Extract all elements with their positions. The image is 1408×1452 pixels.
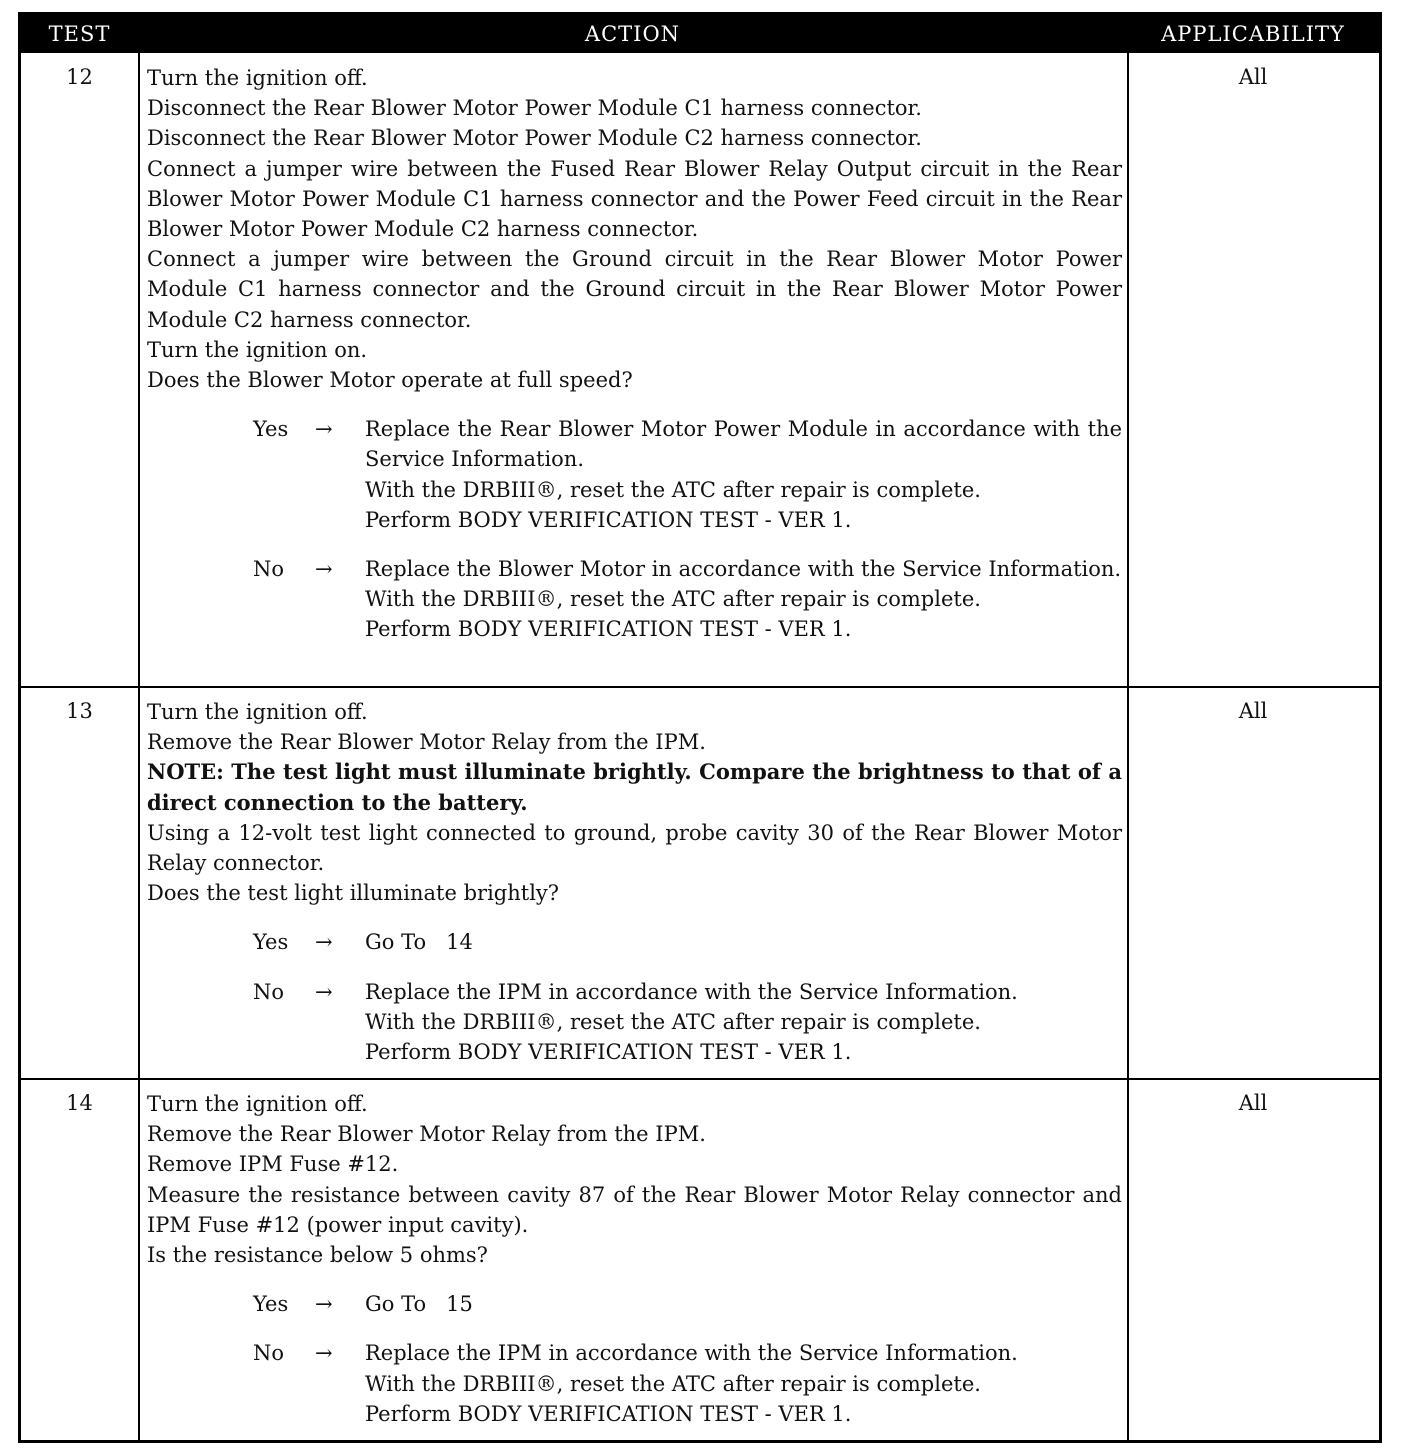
step: Remove IPM Fuse #12. bbox=[147, 1152, 399, 1177]
result-line: Perform BODY VERIFICATION TEST - VER 1. bbox=[365, 1401, 852, 1426]
test-action bbox=[147, 63, 1122, 645]
arrow-icon: → bbox=[315, 1341, 333, 1366]
header-action: ACTION bbox=[584, 22, 681, 46]
step: Using a 12-volt test light connected to ground, probe cavity 30 of the Rear Blower Motor Relay connector. bbox=[147, 820, 1122, 876]
arrow-icon: → bbox=[315, 979, 333, 1004]
result-line: Perform BODY VERIFICATION TEST - VER 1. bbox=[365, 1040, 852, 1065]
header-applicability: APPLICABILITY bbox=[1161, 22, 1345, 46]
test-action bbox=[147, 697, 1122, 1067]
no-branch bbox=[147, 1338, 1122, 1429]
step: Turn the ignition on. bbox=[147, 337, 368, 362]
step: Remove the Rear Blower Motor Relay from the IPM. bbox=[147, 730, 706, 755]
question: Does the test light illuminate brightly? bbox=[147, 881, 560, 906]
diagnostic-table bbox=[18, 12, 1382, 1443]
result-line: Replace the Blower Motor in accordance with the Service Information. bbox=[365, 557, 1122, 582]
test-action bbox=[147, 1089, 1122, 1429]
question: Is the resistance below 5 ohms? bbox=[147, 1243, 488, 1268]
column-divider bbox=[138, 53, 140, 1440]
applicability-value: All bbox=[1238, 699, 1268, 723]
no-label: No bbox=[253, 979, 285, 1004]
row-divider bbox=[21, 686, 1379, 688]
row-divider bbox=[21, 1078, 1379, 1080]
no-label: No bbox=[253, 557, 285, 582]
yes-branch bbox=[147, 414, 1122, 535]
test-number: 14 bbox=[66, 1091, 93, 1115]
question: Does the Blower Motor operate at full speed? bbox=[147, 368, 633, 393]
yes-label: Yes bbox=[253, 930, 289, 955]
goto-line: Go To 14 bbox=[365, 930, 473, 955]
no-branch bbox=[147, 977, 1122, 1068]
yes-branch bbox=[147, 927, 1122, 957]
test-number: 13 bbox=[66, 699, 93, 723]
result-line: Replace the IPM in accordance with the Service Information. bbox=[365, 979, 1018, 1004]
result-line: With the DRBIII®, reset the ATC after repair is complete. bbox=[365, 1009, 981, 1034]
header-test: TEST bbox=[48, 22, 111, 46]
applicability-value: All bbox=[1238, 1091, 1268, 1115]
yes-branch bbox=[147, 1289, 1122, 1319]
result-line: Perform BODY VERIFICATION TEST - VER 1. bbox=[365, 617, 852, 642]
step: Remove the Rear Blower Motor Relay from the IPM. bbox=[147, 1122, 706, 1147]
arrow-icon: → bbox=[315, 1292, 333, 1317]
result-line: Replace the IPM in accordance with the Service Information. bbox=[365, 1341, 1018, 1366]
no-label: No bbox=[253, 1341, 285, 1366]
result-line: Replace the Rear Blower Motor Power Module in accordance with the Service Information. bbox=[365, 417, 1122, 472]
step: Turn the ignition off. bbox=[147, 66, 368, 90]
step: Connect a jumper wire between the Fused Rear Blower Relay Output circuit in the Rear Blower Motor Power Module C1 harness connector and the Power Feed circuit in the Rear Blower Motor Power Module C2 harness connector. bbox=[147, 156, 1122, 242]
result-line: With the DRBIII®, reset the ATC after repair is complete. bbox=[365, 477, 981, 502]
arrow-icon: → bbox=[315, 930, 333, 955]
column-divider bbox=[1127, 53, 1129, 1440]
step: Disconnect the Rear Blower Motor Power Module C2 harness connector. bbox=[147, 126, 922, 151]
arrow-icon: → bbox=[315, 417, 333, 442]
yes-label: Yes bbox=[253, 1292, 289, 1317]
step: Connect a jumper wire between the Ground circuit in the Rear Blower Motor Power Module C1 harness connector and the Ground circuit in the Rear Blower Motor Power Module C2 harness connector. bbox=[147, 247, 1122, 332]
step: Turn the ignition off. bbox=[147, 700, 368, 724]
result-line: Perform BODY VERIFICATION TEST - VER 1. bbox=[365, 507, 852, 532]
yes-label: Yes bbox=[253, 417, 289, 442]
step: Turn the ignition off. bbox=[147, 1092, 368, 1116]
table-header bbox=[21, 15, 1379, 53]
goto-line: Go To 15 bbox=[365, 1292, 473, 1317]
result-line: With the DRBIII®, reset the ATC after repair is complete. bbox=[365, 587, 981, 612]
step: Measure the resistance between cavity 87 of the Rear Blower Motor Relay connector and IPM Fuse #12 (power input cavity). bbox=[147, 1182, 1122, 1237]
step: Disconnect the Rear Blower Motor Power Module C1 harness connector. bbox=[147, 96, 922, 121]
no-branch bbox=[147, 554, 1122, 645]
test-number: 12 bbox=[66, 65, 93, 89]
applicability-value: All bbox=[1238, 65, 1268, 89]
result-line: With the DRBIII®, reset the ATC after repair is complete. bbox=[365, 1371, 981, 1396]
arrow-icon: → bbox=[315, 557, 333, 582]
note: NOTE: The test light must illuminate brightly. Compare the brightness to that of a direct connection to the battery. bbox=[147, 759, 1122, 815]
